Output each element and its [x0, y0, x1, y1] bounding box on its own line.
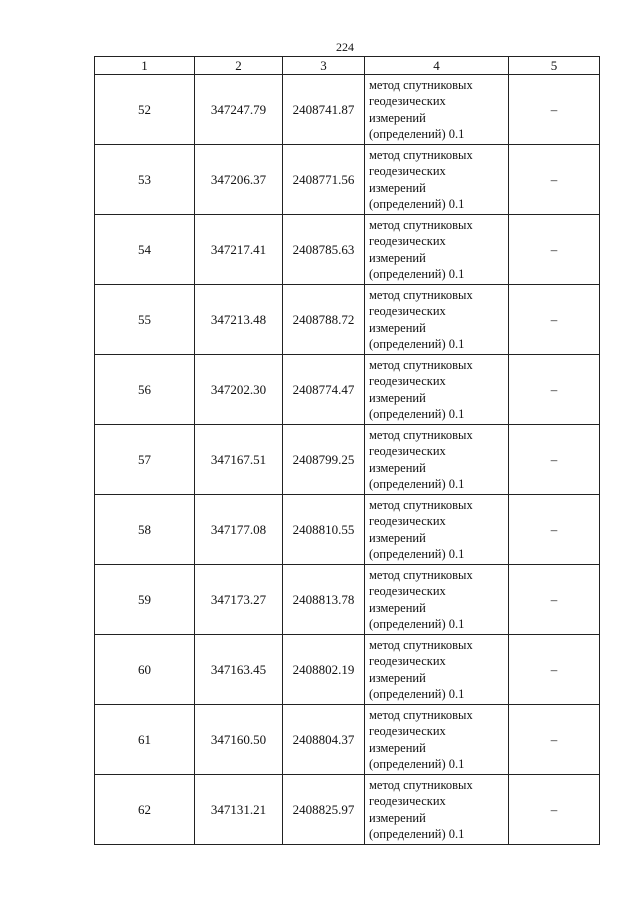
method-line: (определений) 0.1: [369, 267, 465, 281]
table-row: [95, 565, 600, 635]
method-line: (определений) 0.1: [369, 757, 465, 771]
method-line: измерений: [369, 460, 426, 475]
table-row: [95, 495, 600, 565]
y-coordinate-cell: 2408810.55: [283, 495, 365, 565]
coordinates-table: [94, 56, 600, 845]
method-line: метод спутниковых: [369, 77, 473, 92]
method-cell: [365, 705, 509, 775]
method-line: метод спутниковых: [369, 427, 473, 442]
x-coordinate-cell: 347173.27: [195, 565, 283, 635]
method-line: измерений: [369, 390, 426, 405]
method-line: метод спутниковых: [369, 777, 473, 792]
method-line: метод спутниковых: [369, 357, 473, 372]
column-header: 5: [509, 57, 600, 75]
method-line: геодезических: [369, 514, 446, 528]
note-cell: –: [509, 705, 600, 775]
point-number-cell: 53: [95, 145, 195, 215]
x-coordinate-cell: 347202.30: [195, 355, 283, 425]
method-line: (определений) 0.1: [369, 407, 465, 421]
method-line: измерений: [369, 740, 426, 755]
y-coordinate-cell: 2408771.56: [283, 145, 365, 215]
note-cell: –: [509, 635, 600, 705]
method-line: (определений) 0.1: [369, 477, 465, 491]
method-cell: [365, 425, 509, 495]
method-line: геодезических: [369, 164, 446, 178]
x-coordinate-cell: 347213.48: [195, 285, 283, 355]
y-coordinate-cell: 2408813.78: [283, 565, 365, 635]
method-line: геодезических: [369, 724, 446, 738]
y-coordinate-cell: 2408825.97: [283, 775, 365, 845]
y-coordinate-cell: 2408804.37: [283, 705, 365, 775]
method-line: метод спутниковых: [369, 497, 473, 512]
point-number-cell: 54: [95, 215, 195, 285]
x-coordinate-cell: 347167.51: [195, 425, 283, 495]
table-row: [95, 215, 600, 285]
method-line: геодезических: [369, 304, 446, 318]
point-number-cell: 56: [95, 355, 195, 425]
x-coordinate-cell: 347177.08: [195, 495, 283, 565]
method-line: измерений: [369, 320, 426, 335]
method-line: (определений) 0.1: [369, 197, 465, 211]
x-coordinate-cell: 347247.79: [195, 75, 283, 145]
note-cell: –: [509, 355, 600, 425]
table-row: [95, 635, 600, 705]
column-header: 1: [95, 57, 195, 75]
method-line: (определений) 0.1: [369, 337, 465, 351]
method-line: метод спутниковых: [369, 707, 473, 722]
method-cell: [365, 145, 509, 215]
method-cell: [365, 635, 509, 705]
method-line: геодезических: [369, 234, 446, 248]
method-line: (определений) 0.1: [369, 617, 465, 631]
method-line: измерений: [369, 530, 426, 545]
y-coordinate-cell: 2408799.25: [283, 425, 365, 495]
x-coordinate-cell: 347160.50: [195, 705, 283, 775]
table-row: [95, 75, 600, 145]
x-coordinate-cell: 347206.37: [195, 145, 283, 215]
note-cell: –: [509, 495, 600, 565]
table-row: [95, 285, 600, 355]
table-header-row: [95, 57, 600, 75]
table-row: [95, 355, 600, 425]
method-cell: [365, 495, 509, 565]
column-header: 2: [195, 57, 283, 75]
point-number-cell: 60: [95, 635, 195, 705]
table-row: [95, 425, 600, 495]
point-number-cell: 62: [95, 775, 195, 845]
method-line: геодезических: [369, 654, 446, 668]
method-line: метод спутниковых: [369, 287, 473, 302]
note-cell: –: [509, 565, 600, 635]
point-number-cell: 61: [95, 705, 195, 775]
method-line: (определений) 0.1: [369, 687, 465, 701]
method-cell: [365, 565, 509, 635]
method-line: геодезических: [369, 444, 446, 458]
note-cell: –: [509, 215, 600, 285]
method-line: метод спутниковых: [369, 637, 473, 652]
x-coordinate-cell: 347217.41: [195, 215, 283, 285]
note-cell: –: [509, 775, 600, 845]
point-number-cell: 59: [95, 565, 195, 635]
point-number-cell: 57: [95, 425, 195, 495]
method-line: измерений: [369, 810, 426, 825]
method-cell: [365, 285, 509, 355]
y-coordinate-cell: 2408785.63: [283, 215, 365, 285]
method-line: геодезических: [369, 794, 446, 808]
column-header: 4: [365, 57, 509, 75]
method-line: измерений: [369, 110, 426, 125]
method-line: (определений) 0.1: [369, 547, 465, 561]
method-line: метод спутниковых: [369, 147, 473, 162]
table-row: [95, 705, 600, 775]
note-cell: –: [509, 75, 600, 145]
y-coordinate-cell: 2408741.87: [283, 75, 365, 145]
method-line: (определений) 0.1: [369, 827, 465, 841]
method-line: метод спутниковых: [369, 217, 473, 232]
x-coordinate-cell: 347131.21: [195, 775, 283, 845]
table-row: [95, 145, 600, 215]
table-row: [95, 775, 600, 845]
note-cell: –: [509, 425, 600, 495]
y-coordinate-cell: 2408788.72: [283, 285, 365, 355]
note-cell: –: [509, 285, 600, 355]
method-cell: [365, 355, 509, 425]
note-cell: –: [509, 145, 600, 215]
method-line: метод спутниковых: [369, 567, 473, 582]
point-number-cell: 52: [95, 75, 195, 145]
method-line: геодезических: [369, 374, 446, 388]
x-coordinate-cell: 347163.45: [195, 635, 283, 705]
method-line: геодезических: [369, 94, 446, 108]
method-cell: [365, 775, 509, 845]
method-line: измерений: [369, 180, 426, 195]
column-header: 3: [283, 57, 365, 75]
y-coordinate-cell: 2408774.47: [283, 355, 365, 425]
method-line: измерений: [369, 250, 426, 265]
method-line: (определений) 0.1: [369, 127, 465, 141]
method-line: измерений: [369, 670, 426, 685]
method-cell: [365, 75, 509, 145]
method-cell: [365, 215, 509, 285]
point-number-cell: 55: [95, 285, 195, 355]
y-coordinate-cell: 2408802.19: [283, 635, 365, 705]
method-line: измерений: [369, 600, 426, 615]
page-number: 224: [336, 40, 354, 54]
method-line: геодезических: [369, 584, 446, 598]
point-number-cell: 58: [95, 495, 195, 565]
